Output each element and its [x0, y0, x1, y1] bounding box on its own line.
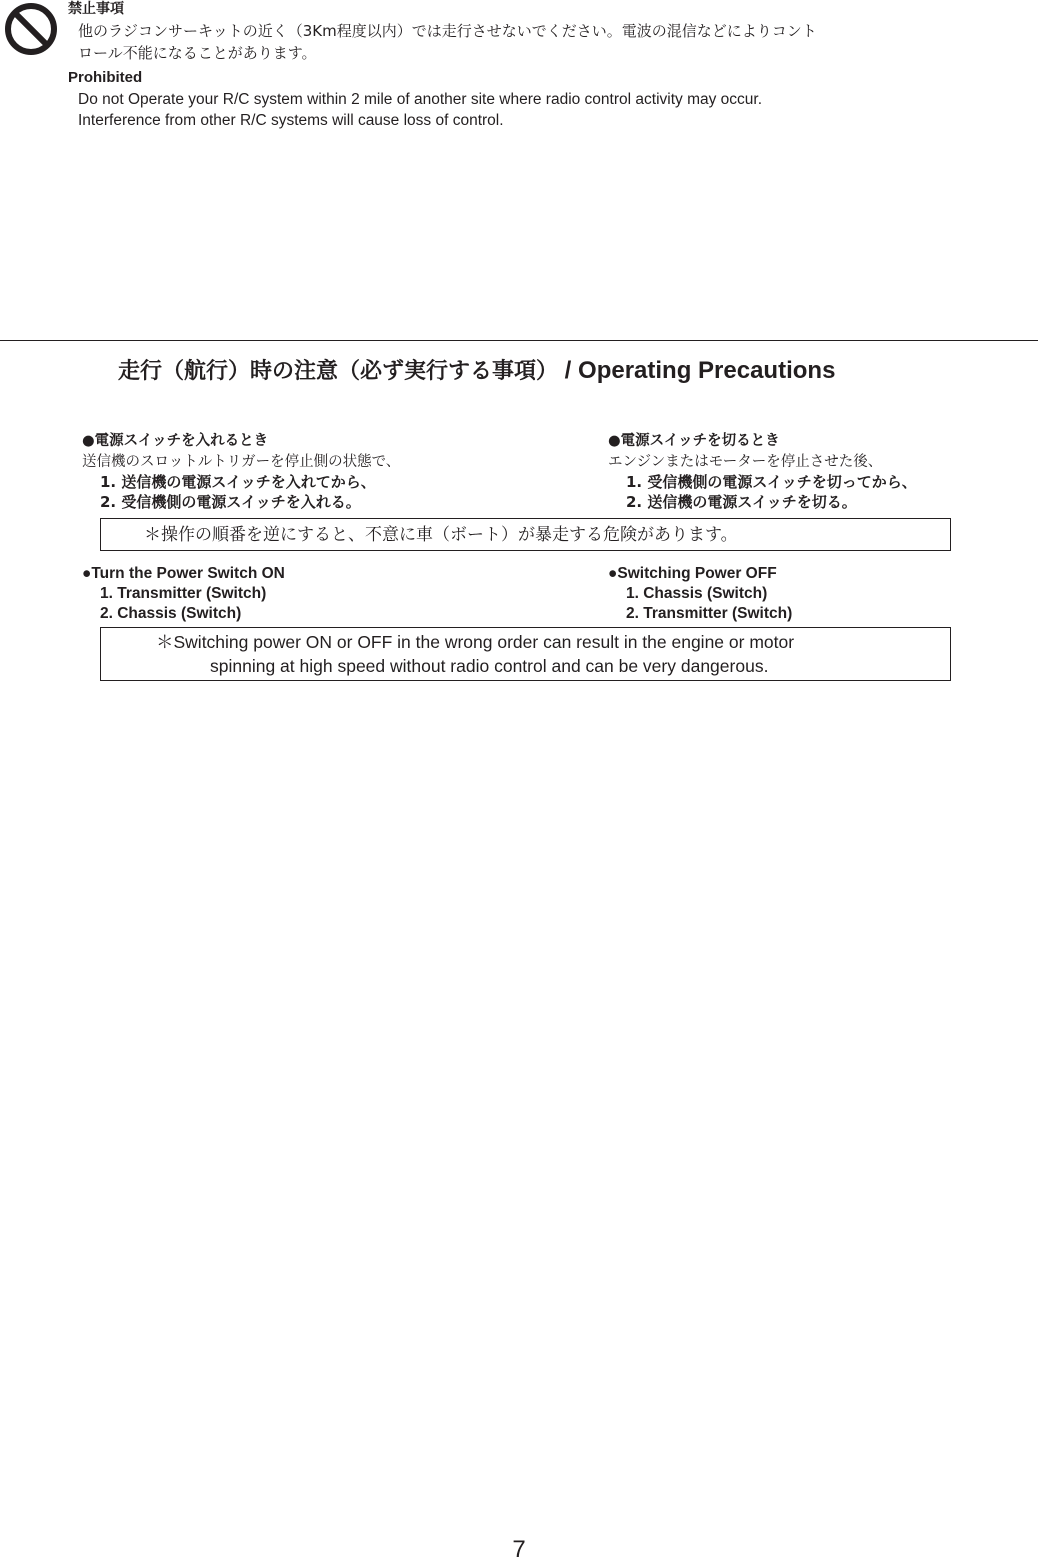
power-off-en-step-2: 2. Transmitter (Switch) — [626, 605, 793, 622]
power-off-en-heading: ●Switching Power OFF — [608, 565, 777, 582]
prohibited-en-line-2: Interference from other R/C systems will cause loss of control. — [78, 112, 504, 129]
section-title-jp: 走行（航行）時の注意（必ず実行する事項） — [118, 359, 559, 384]
prohibited-icon — [4, 2, 58, 56]
power-off-jp-step-2: 2. 送信機の電源スイッチを切る。 — [626, 493, 857, 511]
power-on-jp-step-2: 2. 受信機側の電源スイッチを入れる。 — [100, 493, 361, 511]
en-warning-line-2: spinning at high speed without radio control and can be very dangerous. — [210, 656, 769, 676]
power-on-en-heading: ●Turn the Power Switch ON — [82, 565, 285, 582]
section-title-en: / Operating Precautions — [558, 357, 836, 384]
power-on-jp-intro: 送信機のスロットルトリガーを停止側の状態で、 — [82, 454, 401, 470]
page-number: 7 — [512, 1536, 526, 1563]
power-on-jp-step-1: 1. 送信機の電源スイッチを入れてから、 — [100, 473, 376, 491]
prohibited-jp-heading: 禁止事項 — [68, 1, 124, 17]
section-divider — [0, 340, 1038, 341]
power-off-jp-heading: ●電源スイッチを切るとき — [608, 433, 780, 449]
en-warning-line-1: ＊Switching power ON or OFF in the wrong order can result in the engine or motor — [156, 632, 795, 652]
prohibited-jp-line-2: ロール不能になることがあります。 — [78, 44, 317, 62]
power-off-jp-intro: エンジンまたはモーターを停止させた後、 — [608, 454, 883, 470]
prohibited-jp-line-1: 他のラジコンサーキットの近く（3Km程度以内）では走行させないでください。電波の混信などによりコント — [78, 22, 817, 40]
prohibited-en-line-1: Do not Operate your R/C system within 2 mile of another site where radio control activity may occur. — [78, 91, 763, 108]
power-on-en-step-2: 2. Chassis (Switch) — [100, 605, 242, 622]
prohibited-en-heading: Prohibited — [68, 69, 143, 86]
power-on-en-step-1: 1. Transmitter (Switch) — [100, 585, 267, 602]
jp-warning-text: ＊操作の順番を逆にすると、不意に車（ボート）が暴走する危険があります。 — [144, 525, 738, 545]
power-off-en-step-1: 1. Chassis (Switch) — [626, 585, 768, 602]
power-on-jp-heading: ●電源スイッチを入れるとき — [82, 433, 269, 449]
power-off-jp-step-1: 1. 受信機側の電源スイッチを切ってから、 — [626, 473, 917, 491]
section-title — [118, 356, 835, 387]
